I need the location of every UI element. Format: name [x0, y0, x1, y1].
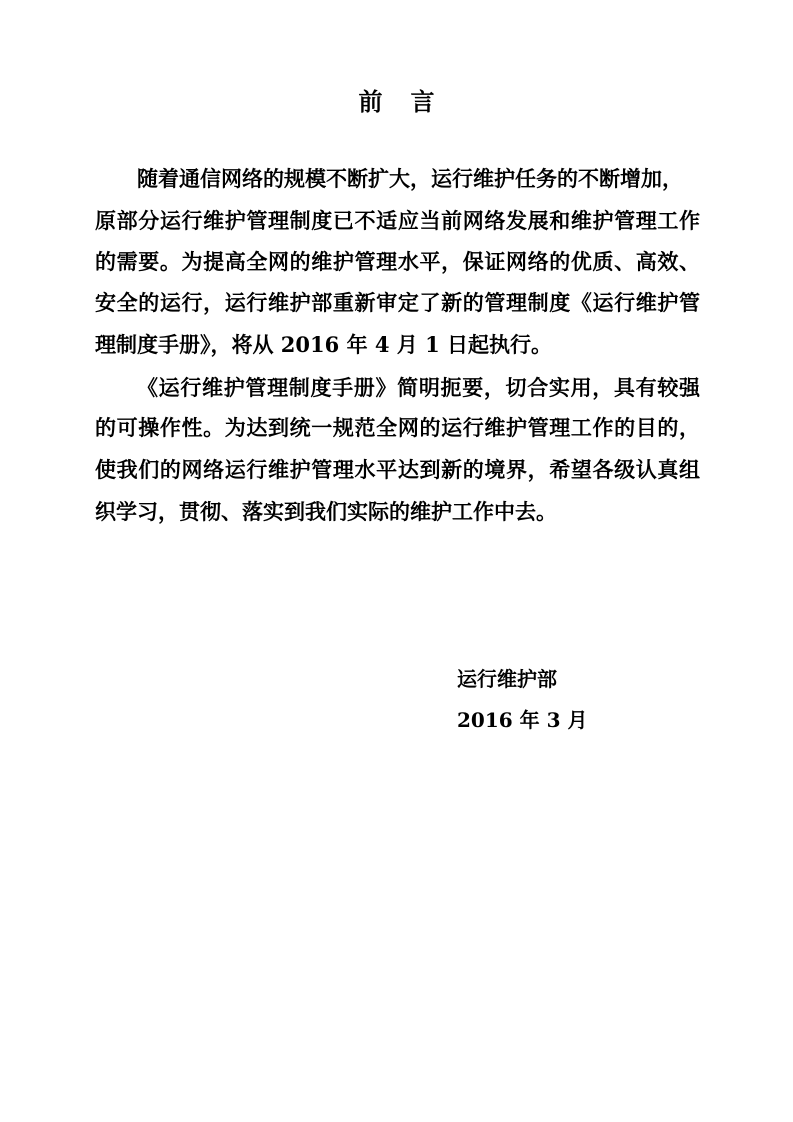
- paragraph-line: 使我们的网络运行维护管理水平达到新的境界，希望各级认真组: [95, 457, 700, 482]
- signature-department: 运行维护部: [457, 667, 557, 691]
- paragraph-line: 《运行维护管理制度手册》简明扼要，切合实用，具有较强: [137, 375, 700, 400]
- paragraph-line: 安全的运行，运行维护部重新审定了新的管理制度《运行维护管: [95, 290, 700, 315]
- paragraph-line: 随着通信网络的规模不断扩大，运行维护任务的不断增加，: [137, 166, 683, 191]
- signature-date: 2016 年 3 月: [457, 708, 588, 732]
- title-char: 前: [358, 87, 383, 116]
- paragraph-line: 理制度手册》，将从 2016 年 4 月 1 日起执行。: [95, 332, 553, 357]
- paragraph-line: 的需要。为提高全网的维护管理水平，保证网络的优质、高效、: [95, 249, 700, 274]
- title-char: 言: [410, 87, 435, 116]
- paragraph-line: 织学习，贯彻、落实到我们实际的维护工作中去。: [95, 499, 557, 524]
- page-title: [0, 82, 793, 117]
- paragraph-line: 原部分运行维护管理制度已不适应当前网络发展和维护管理工作: [95, 208, 700, 233]
- paragraph-line: 的可操作性。为达到统一规范全网的运行维护管理工作的目的，: [95, 415, 700, 440]
